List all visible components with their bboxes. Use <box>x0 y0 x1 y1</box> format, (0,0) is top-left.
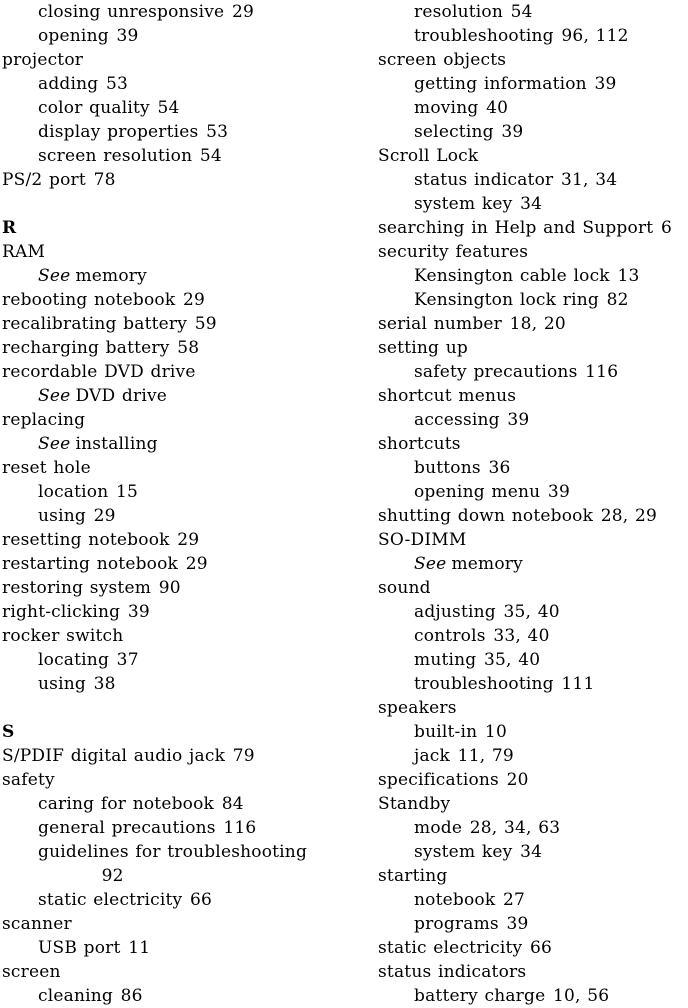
index-entry <box>2 528 366 552</box>
entry-text: projector <box>2 50 84 70</box>
entry-text: color quality <box>38 98 150 118</box>
index-entry <box>378 144 686 168</box>
page-numbers: 78 <box>93 170 116 190</box>
entry-text: Kensington cable lock <box>414 266 610 286</box>
index-entry <box>378 648 686 672</box>
page-numbers: 79 <box>232 746 255 766</box>
index-entry <box>378 888 686 912</box>
see-reference-label: See <box>38 266 71 286</box>
page-numbers: 28, 29 <box>600 506 658 526</box>
entry-text: general precautions <box>38 818 216 838</box>
entry-text: static electricity <box>38 890 183 910</box>
index-entry <box>378 408 686 432</box>
index-entry <box>2 264 366 288</box>
page-numbers: 36 <box>488 458 511 478</box>
index-section-heading <box>2 720 366 744</box>
entry-text: recharging battery <box>2 338 170 358</box>
page-numbers: 29 <box>93 506 116 526</box>
index-entry <box>2 552 366 576</box>
index-entry <box>378 384 686 408</box>
entry-text: adding <box>38 74 99 94</box>
entry-text: recalibrating battery <box>2 314 188 334</box>
index-entry <box>2 96 366 120</box>
index-entry <box>378 240 686 264</box>
entry-text: reset hole <box>2 458 91 478</box>
index-entry <box>378 744 686 768</box>
entry-text: rocker switch <box>2 626 124 646</box>
index-entry <box>2 48 366 72</box>
entry-text: Standby <box>378 794 451 814</box>
index-entry <box>378 0 686 24</box>
index-entry <box>2 792 366 816</box>
page-numbers: 10 <box>484 722 507 742</box>
index-entry <box>378 432 686 456</box>
index-entry <box>2 672 366 696</box>
page-numbers: 53 <box>106 74 129 94</box>
page-numbers: 20 <box>506 770 529 790</box>
page-numbers: 54 <box>199 146 222 166</box>
column-gap <box>2 696 366 720</box>
page-numbers: 28, 34, 63 <box>469 818 561 838</box>
entry-text: selecting <box>414 122 494 142</box>
entry-text: guidelines for troubleshooting <box>38 842 308 862</box>
entry-text: buttons <box>414 458 481 478</box>
index-entry <box>378 120 686 144</box>
index-entry <box>378 960 686 984</box>
entry-text: shortcut menus <box>378 386 517 406</box>
index-entry <box>378 768 686 792</box>
index-entry <box>2 744 366 768</box>
entry-text: restoring system <box>2 578 152 598</box>
entry-text: system key <box>414 194 513 214</box>
entry-text: adjusting <box>414 602 496 622</box>
entry-text: screen <box>2 962 61 982</box>
entry-text: security features <box>378 242 529 262</box>
index-entry <box>378 528 686 552</box>
index-entry <box>378 552 686 576</box>
entry-text: memory <box>75 266 147 286</box>
entry-text: installing <box>75 434 158 454</box>
page-numbers: 39 <box>127 602 150 622</box>
index-entry <box>378 288 686 312</box>
index-entry <box>2 912 366 936</box>
page-numbers: 27 <box>502 890 526 910</box>
index-entry <box>2 936 366 960</box>
entry-text: recordable DVD drive <box>2 362 196 382</box>
index-entry <box>2 864 366 888</box>
index-entry <box>2 888 366 912</box>
page-numbers: 29 <box>177 530 200 550</box>
index-entry <box>2 384 366 408</box>
entry-text: accessing <box>414 410 500 430</box>
index-entry <box>378 816 686 840</box>
entry-text: status indicators <box>378 962 527 982</box>
index-entry <box>2 768 366 792</box>
page-numbers: 116 <box>223 818 257 838</box>
entry-text: SO-DIMM <box>378 530 467 550</box>
page-numbers: 82 <box>606 290 629 310</box>
page-numbers: 39 <box>547 482 570 502</box>
index-entry <box>2 312 366 336</box>
index-entry <box>378 936 686 960</box>
index-entry <box>2 456 366 480</box>
column-gap <box>2 192 366 216</box>
index-entry <box>378 360 686 384</box>
entry-text: sound <box>378 578 431 598</box>
entry-text: starting <box>378 866 448 886</box>
entry-text: controls <box>414 626 486 646</box>
entry-text: notebook <box>414 890 496 910</box>
entry-text: static electricity <box>378 938 523 958</box>
page-numbers: 40 <box>486 98 509 118</box>
entry-text: getting information <box>414 74 587 94</box>
entry-text: searching in Help and Support <box>378 218 654 238</box>
index-entry <box>2 24 366 48</box>
page-numbers: 92 <box>101 866 124 886</box>
entry-text: specifications <box>378 770 499 790</box>
index-entry <box>378 576 686 600</box>
entry-text: DVD drive <box>75 386 168 406</box>
index-entry <box>2 984 366 1008</box>
index-entry <box>378 624 686 648</box>
entry-text: rebooting notebook <box>2 290 176 310</box>
index-column-left <box>2 0 366 1008</box>
entry-text: location <box>38 482 109 502</box>
page-numbers: 58 <box>177 338 200 358</box>
page-numbers: 34 <box>520 194 543 214</box>
entry-text: restarting notebook <box>2 554 179 574</box>
index-entry <box>2 144 366 168</box>
entry-text: shutting down notebook <box>378 506 594 526</box>
index-entry <box>378 696 686 720</box>
index-entry <box>2 120 366 144</box>
entry-text: S/PDIF digital audio jack <box>2 746 226 766</box>
index-entry <box>2 648 366 672</box>
entry-text: built-in <box>414 722 478 742</box>
page-numbers: 31, 34 <box>561 170 618 190</box>
index-entry <box>2 360 366 384</box>
page-numbers: 54 <box>510 2 533 22</box>
entry-text: resolution <box>414 2 503 22</box>
page-numbers: 15 <box>116 482 139 502</box>
index-column-right <box>378 0 686 1008</box>
entry-text: safety <box>2 770 55 790</box>
entry-text: replacing <box>2 410 86 430</box>
index-entry <box>2 624 366 648</box>
index-entry <box>2 240 366 264</box>
page-numbers: 59 <box>194 314 217 334</box>
entry-text: RAM <box>2 242 46 262</box>
page-numbers: 39 <box>116 26 139 46</box>
entry-text: Scroll Lock <box>378 146 479 166</box>
entry-text: screen resolution <box>38 146 193 166</box>
page-numbers: 6 <box>660 218 672 238</box>
page-numbers: 84 <box>221 794 244 814</box>
index-entry <box>2 960 366 984</box>
entry-text: speakers <box>378 698 457 718</box>
index-entry <box>378 480 686 504</box>
page-numbers: 37 <box>116 650 139 670</box>
index-entry <box>2 600 366 624</box>
entry-text: setting up <box>378 338 468 358</box>
entry-text: programs <box>414 914 499 934</box>
index-entry <box>2 72 366 96</box>
see-reference-label: See <box>414 554 447 574</box>
page-numbers: 18, 20 <box>509 314 566 334</box>
index-entry <box>2 432 366 456</box>
entry-text: closing unresponsive <box>38 2 225 22</box>
index-entry <box>378 864 686 888</box>
index-entry <box>378 72 686 96</box>
index-entry <box>378 312 686 336</box>
page-numbers: 53 <box>206 122 229 142</box>
entry-text: using <box>38 506 86 526</box>
section-letter: S <box>2 722 15 742</box>
entry-text: opening <box>38 26 109 46</box>
see-reference-label: See <box>38 386 71 406</box>
page-numbers: 111 <box>561 674 595 694</box>
page-numbers: 10, 56 <box>553 986 610 1006</box>
page-numbers: 29 <box>231 2 254 22</box>
index-entry <box>378 264 686 288</box>
entry-text: scanner <box>2 914 72 934</box>
entry-text: muting <box>414 650 477 670</box>
page-numbers: 66 <box>530 938 553 958</box>
entry-text: system key <box>414 842 513 862</box>
page-numbers: 39 <box>507 410 530 430</box>
page-numbers: 35, 40 <box>503 602 560 622</box>
entry-text: moving <box>414 98 479 118</box>
index-entry <box>378 672 686 696</box>
page-numbers: 90 <box>158 578 181 598</box>
page-numbers: 54 <box>157 98 180 118</box>
entry-text: using <box>38 674 86 694</box>
page-numbers: 116 <box>585 362 619 382</box>
entry-text: locating <box>38 650 110 670</box>
entry-text: troubleshooting <box>414 674 554 694</box>
entry-text: safety precautions <box>414 362 578 382</box>
entry-text: serial number <box>378 314 503 334</box>
page-numbers: 86 <box>120 986 143 1006</box>
index-entry <box>2 168 366 192</box>
page-numbers: 11 <box>128 938 151 958</box>
entry-text: status indicator <box>414 170 554 190</box>
entry-text: Kensington lock ring <box>414 290 599 310</box>
page-numbers: 11, 79 <box>457 746 514 766</box>
page-numbers: 35, 40 <box>484 650 541 670</box>
entry-text: opening menu <box>414 482 541 502</box>
page-numbers: 33, 40 <box>493 626 550 646</box>
page-numbers: 13 <box>617 266 640 286</box>
entry-text: mode <box>414 818 463 838</box>
index-entry <box>2 840 366 864</box>
index-entry <box>378 192 686 216</box>
index-entry <box>2 576 366 600</box>
index-entry <box>2 480 366 504</box>
entry-text: shortcuts <box>378 434 461 454</box>
entry-text: screen objects <box>378 50 507 70</box>
index-entry <box>2 504 366 528</box>
page-numbers: 96, 112 <box>561 26 629 46</box>
index-entry <box>378 984 686 1008</box>
index-entry <box>378 168 686 192</box>
page-numbers: 39 <box>594 74 617 94</box>
entry-text: battery charge <box>414 986 546 1006</box>
index-entry <box>378 600 686 624</box>
index-entry <box>2 288 366 312</box>
page-numbers: 39 <box>506 914 529 934</box>
entry-text: display properties <box>38 122 199 142</box>
index-entry <box>378 216 686 240</box>
index-entry <box>378 48 686 72</box>
index-entry <box>378 24 686 48</box>
page-numbers: 34 <box>520 842 543 862</box>
page-numbers: 29 <box>183 290 206 310</box>
index-entry <box>2 0 366 24</box>
index-entry <box>378 912 686 936</box>
page-numbers: 29 <box>185 554 208 574</box>
see-reference-label: See <box>38 434 71 454</box>
entry-text: memory <box>451 554 523 574</box>
entry-text: USB port <box>38 938 121 958</box>
index-entry <box>2 336 366 360</box>
entry-text: PS/2 port <box>2 170 86 190</box>
section-letter: R <box>2 218 17 238</box>
index-entry <box>378 840 686 864</box>
index-entry <box>378 720 686 744</box>
page-numbers: 38 <box>93 674 116 694</box>
entry-text: troubleshooting <box>414 26 554 46</box>
index-section-heading <box>2 216 366 240</box>
index-entry <box>378 504 686 528</box>
index-entry <box>378 456 686 480</box>
entry-text: cleaning <box>38 986 113 1006</box>
index-entry <box>2 816 366 840</box>
page-numbers: 39 <box>501 122 524 142</box>
entry-text: caring for notebook <box>38 794 215 814</box>
entry-text: jack <box>414 746 451 766</box>
entry-text: right-clicking <box>2 602 121 622</box>
page-numbers: 66 <box>190 890 213 910</box>
index-entry <box>378 792 686 816</box>
index-entry <box>2 408 366 432</box>
index-entry <box>378 336 686 360</box>
entry-text: resetting notebook <box>2 530 170 550</box>
index-entry <box>378 96 686 120</box>
